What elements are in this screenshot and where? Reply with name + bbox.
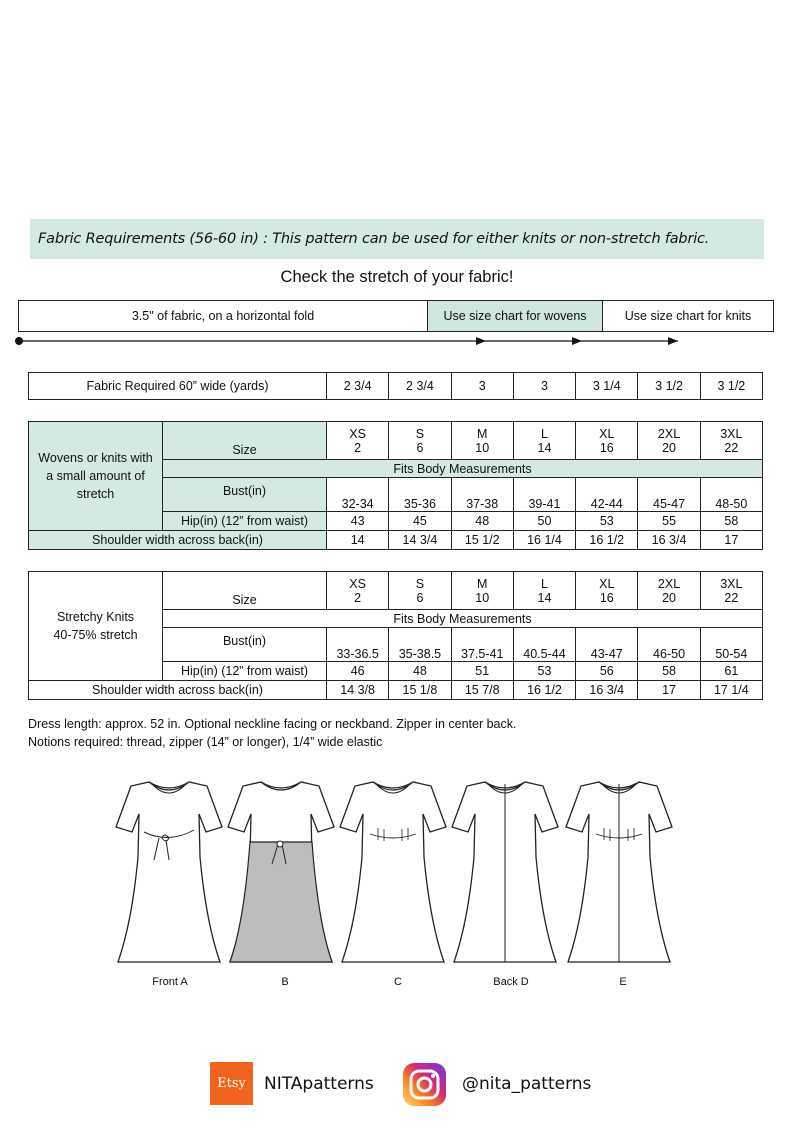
view-label-c: C (394, 976, 402, 988)
fabric-value: 3 (513, 373, 575, 400)
shoulder-value: 15 1/8 (389, 681, 451, 700)
fabric-value: 3 1/2 (700, 373, 762, 400)
hip-value: 50 (513, 512, 575, 531)
fabric-required-row (29, 373, 763, 400)
knits-size-table (28, 571, 763, 700)
hip-value: 56 (576, 662, 638, 681)
bust-label: Bust(in) (163, 478, 327, 512)
notions-note: Notions required: thread, zipper (14” or longer), 1/4” wide elastic (28, 735, 383, 749)
stretch-check-title: Check the stretch of your fabric! (280, 268, 514, 286)
bust-value: 39-41 (513, 478, 575, 512)
size-cell: XL 16 (576, 572, 638, 610)
hip-label: Hip(in) (12” from waist) (163, 662, 327, 681)
bust-value: 45-47 (638, 478, 700, 512)
shoulder-value: 17 (638, 681, 700, 700)
size-cell: S 6 (389, 572, 451, 610)
shoulder-value: 17 1/4 (700, 681, 762, 700)
hip-value: 43 (327, 512, 389, 531)
fabric-value: 2 3/4 (389, 373, 451, 400)
stretch-fold-cell: 3.5" of fabric, on a horizontal fold (18, 300, 428, 332)
bust-value: 37.5-41 (451, 628, 513, 662)
arrow-head-2 (572, 337, 582, 345)
bust-value: 48-50 (700, 478, 762, 512)
shoulder-row (29, 681, 763, 700)
size-cell: 3XL 22 (700, 422, 762, 460)
hip-value: 58 (638, 662, 700, 681)
size-label: Size (163, 422, 327, 460)
dress-technical-drawings (100, 768, 700, 978)
etsy-logo: Etsy (210, 1062, 253, 1105)
size-cell: 3XL 22 (700, 572, 762, 610)
dress-view-e (566, 782, 672, 962)
size-cell: 2XL 20 (638, 422, 700, 460)
size-cell: S 6 (389, 422, 451, 460)
fabric-requirements-banner: Fabric Requirements (56-60 in) : This pattern can be used for either knits or non-stretch fabric. (30, 219, 764, 259)
dress-view-c (340, 782, 446, 962)
stretch-bar (18, 300, 774, 332)
fits-body-label: Fits Body Measurements (163, 460, 763, 478)
view-label-b: B (281, 976, 289, 988)
hip-value: 48 (451, 512, 513, 531)
bust-label: Bust(in) (163, 628, 327, 662)
bust-value: 32-34 (327, 478, 389, 512)
size-cell: M 10 (451, 422, 513, 460)
shoulder-label: Shoulder width across back(in) (29, 531, 327, 550)
knits-group-label: Stretchy Knits 40-75% stretch (29, 572, 163, 681)
bust-value: 37-38 (451, 478, 513, 512)
fabric-value: 3 1/2 (638, 373, 700, 400)
shop-name: NITApatterns (264, 1074, 374, 1094)
size-cell: M 10 (451, 572, 513, 610)
dress-view-a (116, 782, 222, 962)
wovens-size-table (28, 421, 763, 550)
bust-value: 42-44 (576, 478, 638, 512)
shoulder-value: 16 3/4 (576, 681, 638, 700)
hip-value: 58 (700, 512, 762, 531)
shoulder-value: 15 7/8 (451, 681, 513, 700)
shoulder-value: 14 (327, 531, 389, 550)
bust-value: 35-36 (389, 478, 451, 512)
stretch-arrow-line (0, 334, 794, 350)
stretch-wovens-cell: Use size chart for wovens (427, 300, 603, 332)
pattern-notes (28, 715, 516, 751)
shoulder-value: 14 3/4 (389, 531, 451, 550)
fabric-value: 3 1/4 (576, 373, 638, 400)
arrow-head-1 (476, 337, 486, 345)
size-cell: 2XL 20 (638, 572, 700, 610)
shoulder-value: 16 1/2 (576, 531, 638, 550)
fabric-required-label: Fabric Required 60” wide (yards) (29, 373, 327, 400)
fabric-value: 2 3/4 (327, 373, 389, 400)
bust-value: 40.5-44 (513, 628, 575, 662)
size-cell: XL 16 (576, 422, 638, 460)
dress-length-note: Dress length: approx. 52 in. Optional neckline facing or neckband. Zipper in center back. (28, 717, 517, 731)
fabric-value: 3 (451, 373, 513, 400)
bust-value: 43-47 (576, 628, 638, 662)
size-row (29, 572, 763, 610)
instagram-handle: @nita_patterns (462, 1074, 592, 1094)
shoulder-value: 14 3/8 (327, 681, 389, 700)
view-label-back-d: Back D (493, 976, 529, 988)
view-label-front-a: Front A (152, 976, 188, 988)
hip-value: 46 (327, 662, 389, 681)
shoulder-label: Shoulder width across back(in) (29, 681, 327, 700)
hip-value: 45 (389, 512, 451, 531)
bust-value: 46-50 (638, 628, 700, 662)
hip-value: 61 (700, 662, 762, 681)
bust-value: 35-38.5 (389, 628, 451, 662)
shoulder-row (29, 531, 763, 550)
hip-value: 51 (451, 662, 513, 681)
bust-value: 50-54 (700, 628, 762, 662)
hip-value: 53 (513, 662, 575, 681)
view-label-e: E (619, 976, 627, 988)
fabric-required-table (28, 372, 763, 400)
stretch-knits-cell: Use size chart for knits (602, 300, 774, 332)
fits-body-label: Fits Body Measurements (163, 610, 763, 628)
size-cell: XS 2 (327, 422, 389, 460)
size-row (29, 422, 763, 460)
shoulder-value: 16 3/4 (638, 531, 700, 550)
dress-view-b (228, 782, 334, 962)
size-cell: XS 2 (327, 572, 389, 610)
hip-label: Hip(in) (12” from waist) (163, 512, 327, 531)
instagram-icon (402, 1062, 447, 1107)
hip-value: 55 (638, 512, 700, 531)
shoulder-value: 17 (700, 531, 762, 550)
size-cell: L 14 (513, 572, 575, 610)
dress-view-d-back (452, 782, 558, 962)
shoulder-value: 16 1/4 (513, 531, 575, 550)
size-cell: L 14 (513, 422, 575, 460)
shoulder-value: 15 1/2 (451, 531, 513, 550)
size-label: Size (163, 572, 327, 610)
shoulder-value: 16 1/2 (513, 681, 575, 700)
arrow-head-3 (668, 337, 678, 345)
hip-value: 48 (389, 662, 451, 681)
bust-value: 33-36.5 (327, 628, 389, 662)
hip-value: 53 (576, 512, 638, 531)
wovens-group-label: Wovens or knits with a small amount of stretch (29, 422, 163, 531)
